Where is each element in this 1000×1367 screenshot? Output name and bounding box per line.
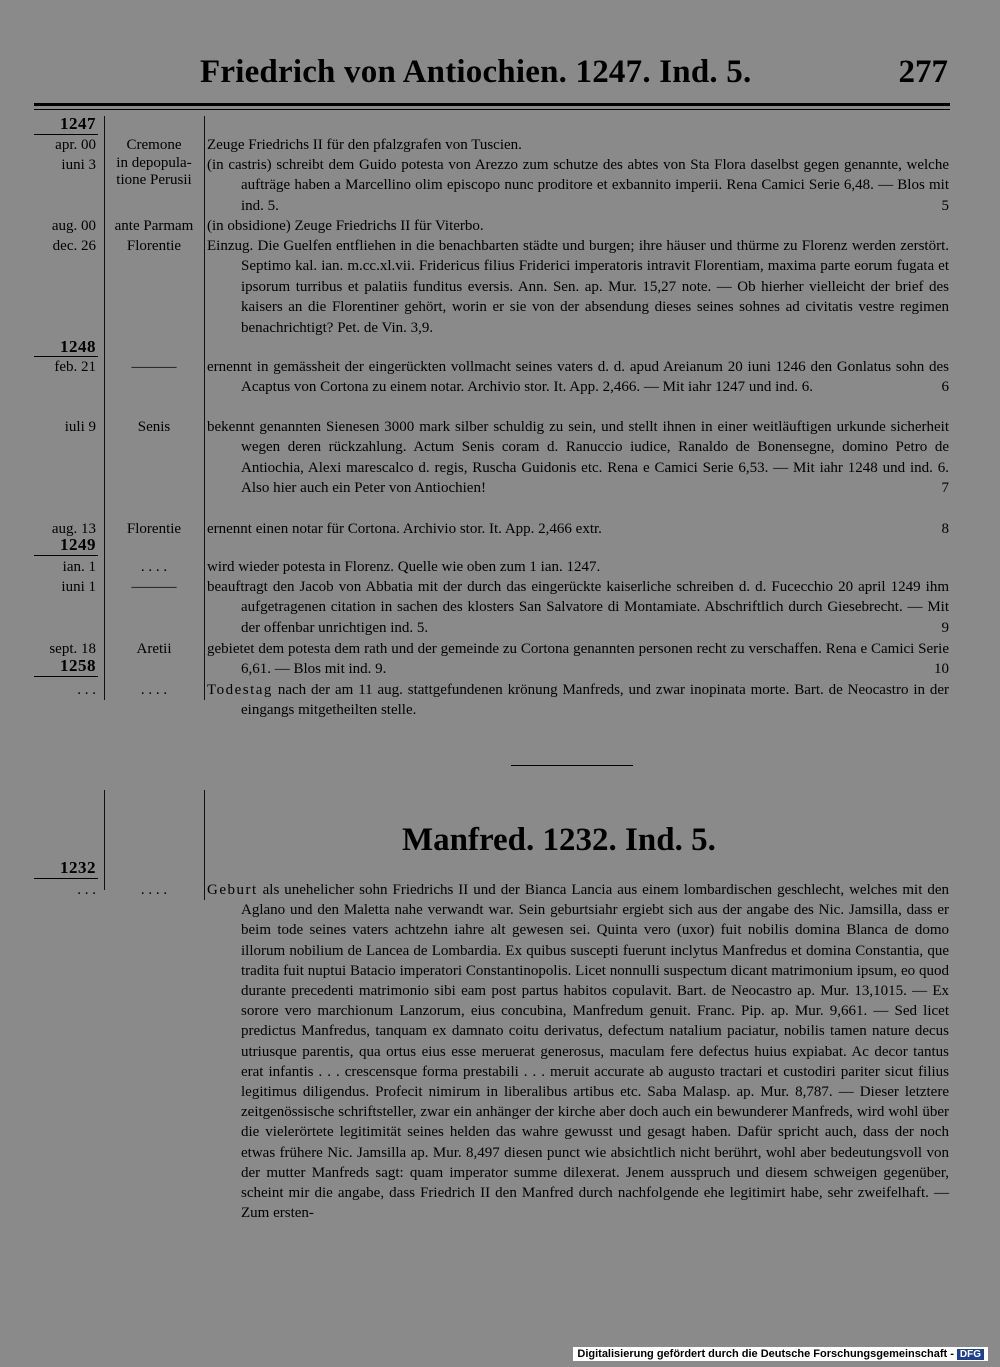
entry-text: beauftragt den Jacob von Abbatia mit der durch das eingerückte kaiserliche schreiben d. d. Fucecchio 20 april 1249 ihm aufgetragenen citation in sachen des klosters San Salvatore di Montamiate. Abschriftlich durch Giesebrecht. — Mit der offenbar unrichtigen ind. 5. 9 (207, 577, 949, 638)
year-heading: 1258 (60, 656, 96, 675)
entry-number: 9 (941, 619, 949, 636)
column-divider-place (204, 116, 205, 700)
entry-place: Cremone (126, 137, 182, 153)
year-heading: 1247 (60, 114, 96, 133)
running-title: Friedrich von Antiochien. 1247. Ind. 5. (200, 54, 752, 90)
entry-text: ernennt in gemässheit der eingerückten vollmacht seines vaters d. d. apud Areianum 20 iuni 1246 den Gonlatus sohn des Acaptus von Cortona zu einem notar. Archivio stor. It. App. 2,466. — Mit iahr 1247 und ind. 6. 6 (207, 357, 949, 398)
entry-place: . . . . (140, 682, 168, 698)
entry-place: Aretii (136, 641, 172, 657)
entry-number: 5 (941, 197, 949, 214)
entry-date: . . . (77, 882, 96, 898)
section-divider (511, 765, 633, 766)
entry-place: ante Parmam (114, 218, 194, 234)
entry-text: Einzug. Die Guelfen entfliehen in die benachbarten städte und burgen; ihre häuser und thürme zu Florenz werden zerstört. Septimo kal. ian. m.cc.xl.vii. Fridericus filius Friderici imperatoris intravit Florentiam, maxima parte eorum fugata et ipsorum turribus et palatiis funditus eversis. Ann. Sen. ap. Mur. 15,27 note. — Ob hierher vielleicht der brief des kaisers an die Florentiner gehört, worin er sie von der absendung dieses seines sohnes ad civitatis vestre regimen benachrichtigt? Pet. de Vin. 3,9. (207, 238, 949, 336)
entry-date: ian. 1 (62, 559, 96, 575)
year-heading: 1249 (60, 535, 96, 554)
entry-number: 10 (934, 661, 949, 678)
entry-text: Todestag nach der am 11 aug. stattgefundenen krönung Manfreds, und zwar inopinata morte. Bart. de Neocastro in der eingangs mitgetheilten stelle. (207, 682, 950, 719)
entry-number: 6 (941, 379, 949, 396)
entry-date: iuni 1 (61, 579, 96, 595)
section-title: Manfred. 1232. Ind. 5. (402, 822, 716, 858)
dfg-logo: DFG (957, 1349, 984, 1360)
entry-place: . . . . (140, 559, 168, 575)
header-rule-thin (34, 109, 950, 110)
entry-date: feb. 21 (54, 359, 96, 375)
entry-date: iuni 3 (61, 157, 96, 173)
entry-text: (in obsidione) Zeuge Friedrichs II für Viterbo. (207, 218, 484, 234)
entry-text: bekennt genannten Sienesen 3000 mark silber schuldig zu sein, und stellt ihnen in einer weitläuftigen urkunde sicherheit wegen deren rückzahlung. Actum Senis coram d. Ranuccio iudice, Ranaldo de Bonensegne, domino Petro de Antiochia, Alexi marescalco d. regis, Ruscha Guidonis etc. Rena e Camici Serie 6,53. — Mit iahr 1248 und ind. 6. Also hier auch ein Peter von Antiochien! 7 (207, 417, 949, 499)
column-divider-place-lower (204, 790, 205, 900)
entry-place: Florentie (126, 521, 182, 537)
page-number: 277 (898, 54, 948, 90)
entry-date: . . . (77, 682, 96, 698)
entry-date: aug. 00 (51, 218, 96, 234)
entry-place: ——— (131, 359, 177, 375)
entry-text: ernennt einen notar für Cortona. Archivio stor. It. App. 2,466 extr. 8 (207, 519, 949, 539)
entry-text: (in castris) schreibt dem Guido potesta von Arezzo zum schutze des abtes von Sta Flora daselbst gegen genannte, welche aufträge haben a Marcellino olim episcopo nunc proditore et exbannito imperii. Rena Camici Serie 6,48. — Blos mit ind. 5. 5 (207, 155, 949, 216)
year-underline (34, 878, 98, 879)
entry-date: sept. 18 (49, 641, 96, 657)
entry-place: Senis (137, 419, 171, 435)
entry-place: . . . . (140, 882, 168, 898)
column-divider-date (104, 116, 105, 700)
column-divider-date-lower (104, 790, 105, 890)
year-heading: 1248 (60, 337, 96, 356)
entry-text: wird wieder potesta in Florenz. Quelle wie oben zum 1 ian. 1247. (207, 559, 601, 575)
section-body-text: Geburt als unehelicher sohn Friedrichs II und der Bianca Lancia aus einem lombardischen geschlecht, welches mit den Aglano und den Maletta nahe verwandt war. Sein geburtsiahr ergiebt sich aus der angabe des Nic. Jamsilla, dass er beim tode seines vaters achtzehn iahre alt gewesen sei. Quinta vero (uxor) fuit nobilis domina Blanca de domo illorum nobilium de Lancea de Lombardia. Ex quibus suscepti fuerunt inclytus Manfredus et domina Constantia, que tradita fuit nuptui Batacio imperatori Constantinopolis. Licet nonnulli suspectum dicant matrimonium ipsum, eo quod durante precedenti matrimonio sibi eam post partus habitos copulavit. Bart. de Neocastro ap. Mur. 13,1015. — Ex sorore vero marchionum Lanzorum, eius concubina, Manfredum genuit. Franc. Pip. ap. Mur. 9,661. — Sed licet predictus Manfredus, tanquam ex damnato coitu derivatus, defectum natalium paciatur, nobilis tamen nature decus utriusque parentis, qua ortus eius esse meruerat generosus, maculam fere defectus huius expiabat. Ac decor tantus erat infantis . . . crescensque forma prestabili . . . meruit accurate ab augusto tractari et custodiri pariter sicut filius legitimus diligendus. Profecit nimirum in liberalibus artibus etc. Saba Malasp. ap. Mur. 8,787. — Dieser letztere zeitgenössische schriftsteller, zwar ein anhänger der kirche aber doch auch ein bewunderer Manfreds, wird wohl über die vielerörtete legitimität seines helden das wahre gewusst und gesagt haben. Dafür spricht auch, dass der noch etwas frühere Nic. Jamsilla ap. Mur. 8,497 diesen punct wie absichtlich nicht berührt, wohl aber bedeutungsvoll von der mutter Manfreds sagt: quam imperator summe dilexerat. Jenem ausspruch und diesem schweigen gegenüber, scheint mir die angabe, dass Friedrich II den Manfred durch nachfolgende ehe legitimirt habe, sehr zweifelhaft. — Zum ersten- (207, 882, 949, 1222)
entry-text: Zeuge Friedrichs II für den pfalzgrafen von Tuscien. (207, 137, 522, 153)
entry-date: aug. 13 (51, 521, 96, 537)
entry-date: dec. 26 (52, 238, 96, 254)
entry-number: 8 (941, 521, 949, 537)
entry-text: gebietet dem potesta dem rath und der gemeinde zu Cortona genannten personen recht zu verschaffen. Rena e Camici Serie 6,61. — Blos mit ind. 9. 10 (207, 639, 949, 680)
year-underline (34, 555, 98, 556)
entry-place: Florentie (126, 238, 182, 254)
year-underline (34, 676, 98, 677)
entry-number: 7 (941, 480, 949, 497)
entry-place: in depopula- tione Perusii (116, 155, 192, 188)
footer-credit: Digitalisierung gefördert durch die Deutsche Forschungsgemeinschaft - DFG (573, 1347, 988, 1361)
header-rule-thick (34, 103, 950, 106)
entry-place: ——— (131, 579, 177, 595)
entry-date: iuli 9 (64, 419, 96, 435)
year-heading: 1232 (60, 858, 96, 877)
entry-date: apr. 00 (55, 137, 96, 153)
